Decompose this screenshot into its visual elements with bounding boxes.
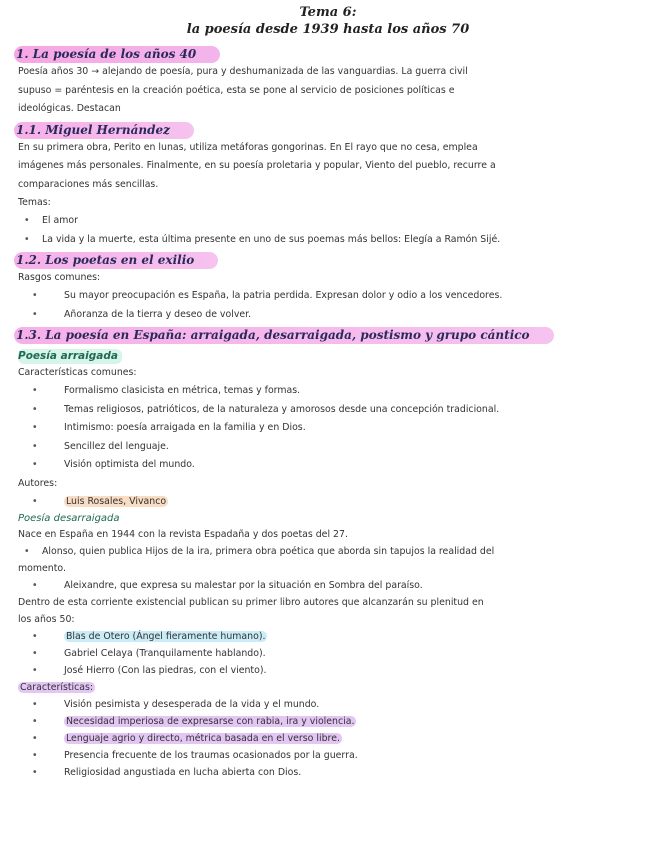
list-item: • Visión pesimista y desesperada de la vida y el mundo.	[18, 696, 638, 713]
list-item: • Su mayor preocupación es España, la patria perdida. Expresan dolor y odio a los vencedores.	[18, 287, 638, 306]
list-item: • José Hierro (Con las piedras, con el viento).	[18, 662, 638, 679]
list-item	[18, 713, 638, 730]
list-item	[18, 628, 638, 645]
arraigada-autores-label: Autores:	[18, 477, 58, 489]
author-highlight: Blas de Otero (Ángel fieramente humano).	[66, 631, 266, 642]
car-label-highlight: Características:	[20, 682, 94, 693]
section-1-2	[18, 249, 638, 324]
section-1-3-heading: 1.3. La poesía en España: arraigada, desarraigada, postismo y grupo cántico	[14, 327, 554, 344]
desarraigada-bul1-cont: momento.	[18, 563, 66, 574]
section-1-1-line-3: comparaciones más sencillas.	[18, 178, 159, 190]
rasgos-label: Rasgos comunes:	[18, 272, 101, 283]
list-item: • Formalismo clasicista en métrica, temas y formas.	[18, 382, 638, 401]
item-highlight: Lenguaje agrio y directo, métrica basada en el verso libre.	[66, 733, 340, 744]
desarraigada-car-list	[18, 696, 638, 781]
section-1-1-heading: 1.1. Miguel Hernández	[14, 122, 194, 139]
section-1-2-heading: 1.2. Los poetas en el exilio	[14, 252, 218, 269]
desarraigada-p1: Nace en España en 1944 con la revista Espadaña y dos poetas del 27.	[18, 529, 348, 540]
section-1-intro-line-2: supuso = paréntesis en la creación poética, esta se pone al servicio de posiciones políticas e	[18, 84, 455, 96]
arraigada-car-list	[18, 382, 638, 475]
list-item: • La vida y la muerte, esta última presente en uno de sus poemas más bellos: Elegía a Ramón Sijé.	[18, 231, 638, 250]
arraigada-car-label: Características comunes:	[18, 367, 137, 378]
arraigada-autores-list	[18, 493, 638, 512]
section-1-1-line-2: imágenes más personales. Finalmente, en su poesía proletaria y popular, Viento del pueblo, recurre a	[18, 160, 496, 171]
title-line-1: Tema 6:	[299, 5, 357, 20]
temas-label: Temas:	[18, 197, 51, 208]
section-1-1-line-1: En su primera obra, Perito en lunas, utiliza metáforas gongorinas. En El rayo que no cesa, emplea	[18, 141, 478, 153]
desarraigada-autores-list	[18, 628, 638, 679]
list-item: • Alonso, quien publica Hijos de la ira, primera obra poética que aborda sin tapujos la realidad del	[18, 543, 638, 560]
list-item: • Religiosidad angustiada en lucha abierta con Dios.	[18, 764, 638, 781]
rasgos-list	[18, 287, 638, 324]
desarraigada-poets-list	[18, 543, 638, 560]
desarraigada-poets-list-2	[18, 577, 638, 594]
temas-list	[18, 212, 638, 249]
list-item: • Intimismo: poesía arraigada en la familia y en Dios.	[18, 419, 638, 438]
arraigada-label: Poesía arraigada	[18, 349, 122, 364]
list-item: • Presencia frecuente de los traumas ocasionados por la guerra.	[18, 747, 638, 764]
section-1-3	[18, 324, 638, 781]
list-item: • Gabriel Celaya (Tranquilamente hablando).	[18, 645, 638, 662]
item-highlight: Necesidad imperiosa de expresarse con rabia, ira y violencia.	[66, 716, 355, 727]
list-item	[18, 730, 638, 747]
section-1-intro-line-1: Poesía años 30 → alejando de poesía, pura y deshumanizada de las vanguardias. La guerra civil	[18, 66, 468, 77]
autores-highlight: Luis Rosales, Vivanco	[66, 495, 167, 507]
desarraigada-p2-line-1: Dentro de esta corriente existencial publican su primer libro autores que alcanzarán su plenitud en	[18, 597, 484, 608]
title-line-2: la poesía desde 1939 hasta los años 70	[186, 22, 470, 37]
desarraigada-p2-line-2: los años 50:	[18, 614, 75, 625]
section-1-heading: 1. La poesía de los años 40	[14, 46, 220, 63]
list-item: • Aleixandre, que expresa su malestar por la situación en Sombra del paraíso.	[18, 577, 638, 594]
page-title	[18, 4, 638, 38]
list-item: • Temas religiosos, patrióticos, de la naturaleza y amorosos desde una concepción tradicional.	[18, 401, 638, 420]
desarraigada-car-label	[18, 679, 638, 696]
section-1	[18, 43, 638, 119]
list-item	[18, 493, 638, 512]
list-item: • El amor	[18, 212, 638, 231]
desarraigada-label: Poesía desarraigada	[18, 513, 120, 524]
list-item: • Sencillez del lenguaje.	[18, 438, 638, 457]
list-item: • Añoranza de la tierra y deseo de volver.	[18, 306, 638, 325]
section-1-1	[18, 119, 638, 250]
list-item: • Visión optimista del mundo.	[18, 456, 638, 475]
section-1-intro-line-3: ideológicas. Destacan	[18, 103, 121, 114]
